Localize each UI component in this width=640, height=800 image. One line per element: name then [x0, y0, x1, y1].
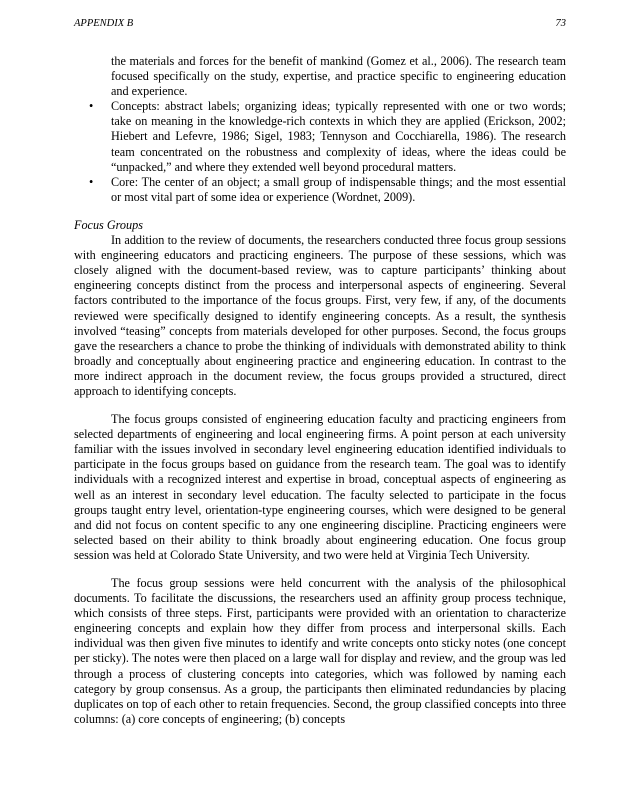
bullet-icon: •	[89, 99, 94, 114]
page-number: 73	[555, 18, 566, 29]
section-heading: Focus Groups	[74, 217, 143, 232]
definition-list	[74, 99, 566, 205]
list-item-core	[74, 175, 566, 205]
list-item-text: Concepts: abstract labels; organizing ideas; typically represented with one or two words; take on meaning in the knowledge-rich contexts in which they are applied (Erickson, 2002; Hiebert and Lefevre, 1986; Sigel, 1983; Tennyson and Cocchiarella, 1986). The research team concentrated on the robustness and complexity of ideas, where the ideas could be “unpacked,” and where they extended well beyond procedural matters.	[111, 99, 566, 174]
paragraph-1: In addition to the review of documents, the researchers conducted three focus group sessions with engineering educators and practicing engineers. The purpose of these sessions, which was closely aligned with the document-based review, was to capture participants’ thinking about engineering concepts distinct from the process and interpersonal aspects of engineering. Several factors contributed to the importance of the focus groups. First, very few, if any, of the documents reviewed were specifically designed to identify engineering concepts. As a result, the synthesis involved “teasing” concepts from materials developed for other purposes. Second, the focus groups gave the researchers a chance to probe the thinking of individuals with demonstrated ability to think broadly and conceptually about engineering practice and engineering education. In contrast to the more indirect approach in the document review, the focus groups provided a structured, direct approach to identifying concepts.	[74, 233, 566, 398]
continued-paragraph: the materials and forces for the benefit of mankind (Gomez et al., 2006). The research team focused specifically on the study, expertise, and practice specific to engineering education and experience.	[111, 54, 566, 99]
bullet-icon: •	[89, 174, 94, 189]
paragraph-3: The focus group sessions were held concurrent with the analysis of the philosophical documents. To facilitate the discussions, the researchers used an affinity group process technique, which consists of three steps. First, participants were provided with an orientation to characterize engineering concepts and explain how they differ from process and interpersonal skills. Each individual was then given five minutes to identify and write concepts onto sticky notes (one concept per sticky). The notes were then placed on a large wall for display and review, and the group was led through a process of clustering concepts into categories, which was followed by naming each category by group consensus. As a group, the participants then eliminated redundancies by placing duplicates on top of each other to retain frequencies. Second, the group classified concepts into three columns: (a) core concepts of engineering; (b) concepts	[74, 576, 566, 726]
appendix-label: APPENDIX B	[74, 18, 134, 29]
document-body	[74, 54, 566, 727]
list-item-concepts	[74, 99, 566, 174]
list-item-text: Core: The center of an object; a small group of indispensable things; and the most essential or most vital part of some idea or experience (Wordnet, 2009).	[111, 174, 566, 204]
paragraph-2: The focus groups consisted of engineering education faculty and practicing engineers from selected departments of engineering and local engineering firms. A point person at each university familiar with the issues involved in secondary level engineering education identified individuals to participate in the focus groups based on guidance from the research team. The goal was to identify individuals with a recognized interest and expertise in broad, conceptual aspects of engineering as well as an interest in secondary level education. The faculty selected to participate in the focus groups taught entry level, orientation-type engineering courses, which were designed to be general and did not focus on content specific to any one engineering discipline. Practicing engineers were selected based on their ability to think broadly about engineering education. One focus group session was held at Colorado State University, and two were held at Virginia Tech University.	[74, 412, 566, 562]
